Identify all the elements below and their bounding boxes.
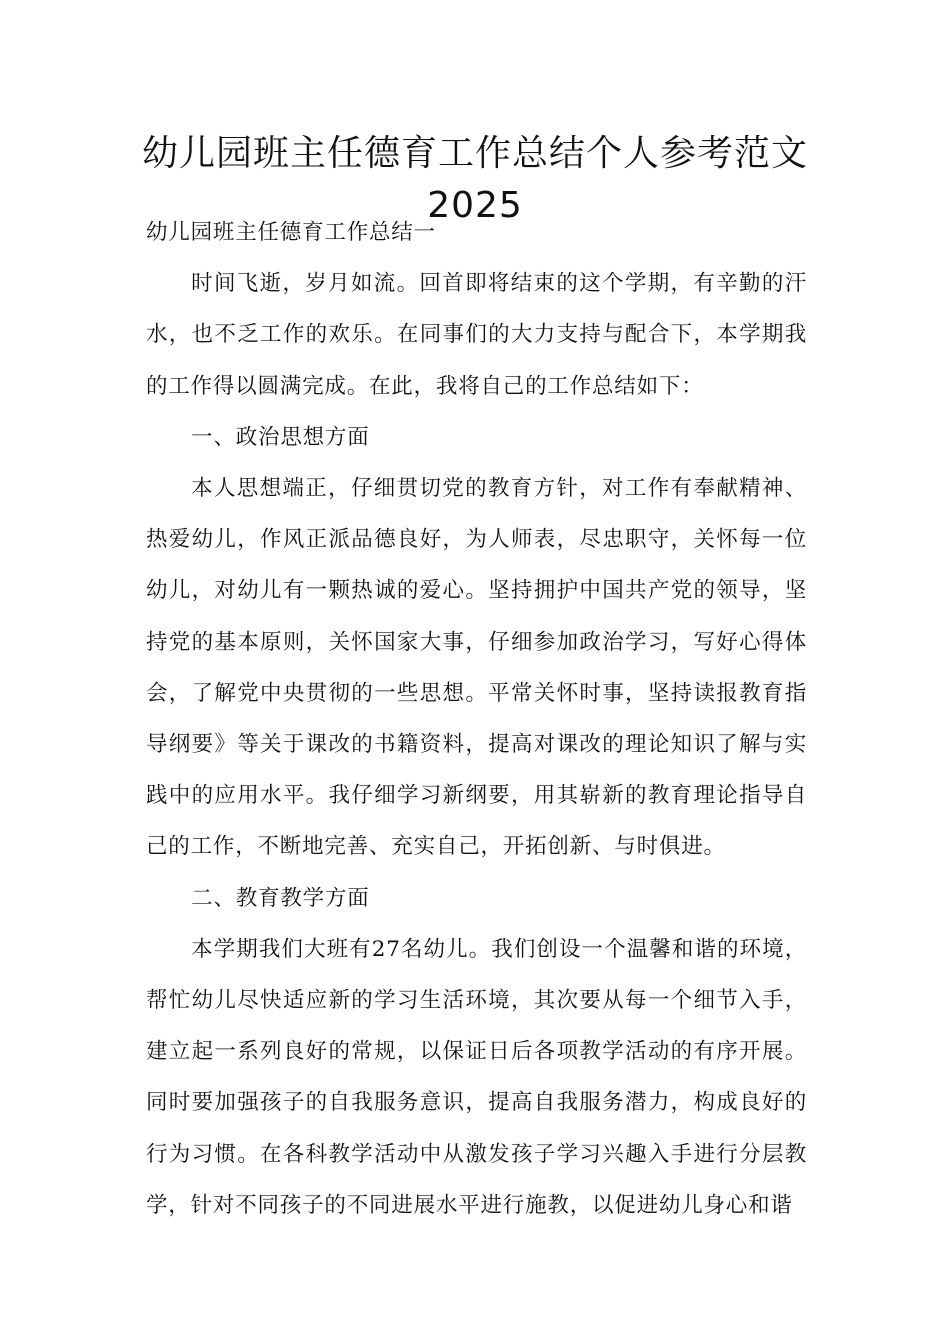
document-title: 幼儿园班主任德育工作总结个人参考范文2025 bbox=[141, 133, 808, 226]
section-heading: 幼儿园班主任德育工作总结一 bbox=[146, 220, 436, 245]
subheading-teaching: 二、教育教学方面 bbox=[191, 885, 370, 911]
paragraph-teaching: 本学期我们大班有27名幼儿。我们创设一个温馨和谐的环境，帮忙幼儿尽快适应新的学习生活环境，其次要从每一个细节入手，建立起一系列良好的常规，以保证日后各项教学活动的有序开展。同时要加强孩子的自我服务意识，提高自我服务潜力，构成良好的行为习惯。在各科教学活动中从激发孩子学习兴趣入手进行分层教学，针对不同孩子的不同进展水平进行施教，以促进幼儿身心和谐 bbox=[146, 936, 807, 1218]
paragraph-political: 本人思想端正，仔细贯切党的教育方针，对工作有奉献精神、热爱幼儿，作风正派品德良好，为人师表，尽忠职守，关怀每一位幼儿，对幼儿有一颗热诚的爱心。坚持拥护中国共产党的领导，坚持党的基本原则，关怀国家大事，仔细参加政治学习，写好心得体会，了解党中央贯彻的一些思想。平常关怀时事，坚持读报教育指导纲要》等关于课改的书籍资料，提高对课改的理论知识了解与实践中的应用水平。我仔细学习新纲要，用其崭新的教育理论指导自己的工作，不断地完善、充实自己，开拓创新、与时俱进。 bbox=[146, 476, 807, 860]
paragraph-intro: 时间飞逝，岁月如流。回首即将结束的这个学期，有辛勤的汗水，也不乏工作的欢乐。在同事们的大力支持与配合下，本学期我的工作得以圆满完成。在此，我将自己的工作总结如下： bbox=[146, 271, 807, 399]
subheading-political: 一、政治思想方面 bbox=[191, 424, 370, 450]
document-body bbox=[146, 207, 807, 1231]
